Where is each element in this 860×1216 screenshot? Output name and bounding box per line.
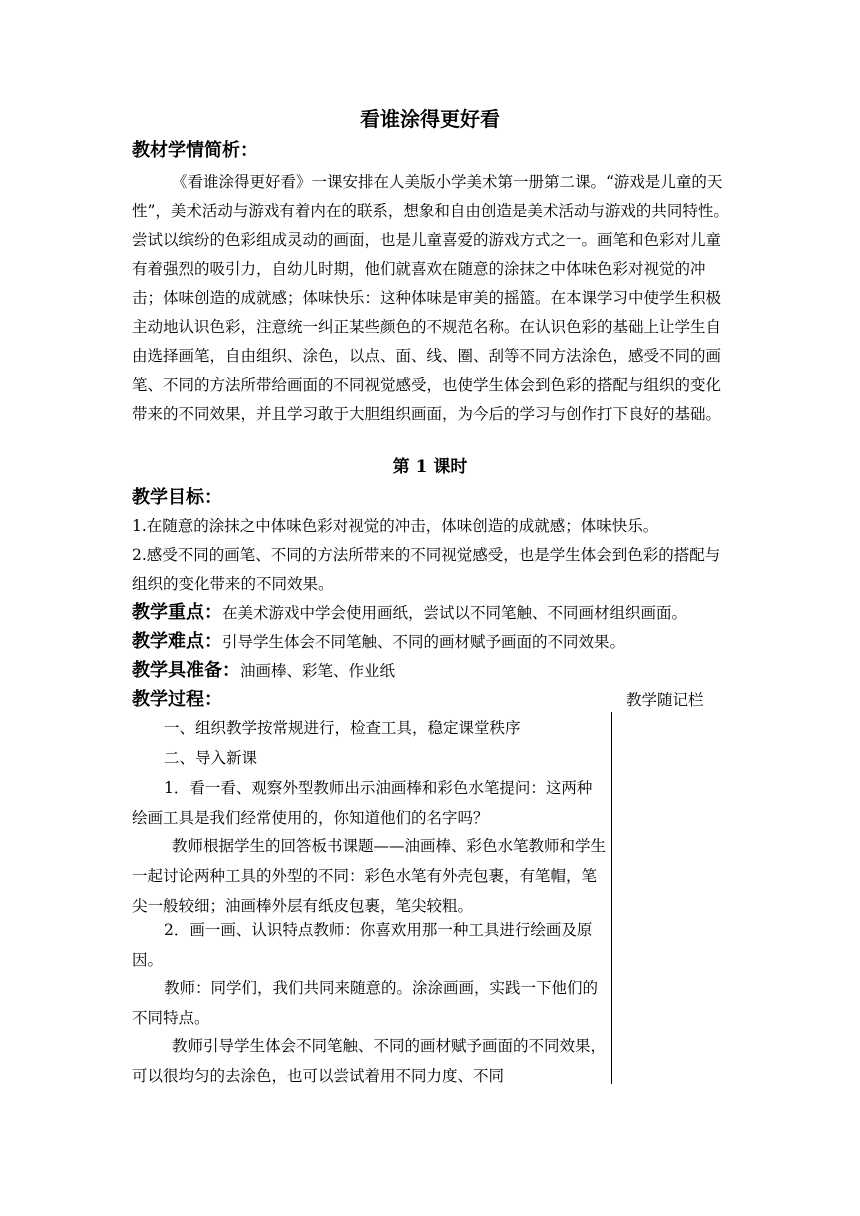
process-step: [132, 915, 606, 975]
process-step-text: 2．画一画、认识特点教师：你喜欢用那一种工具进行绘画及原因。: [132, 921, 593, 969]
goals-heading: 教学目标：: [132, 487, 222, 508]
process-step-text: 1．看一看、观察外型教师出示油画棒和彩色水笔提问：这两种绘画工具是我们经常使用的，你知道他们的名字吗？: [132, 779, 593, 827]
process-step-text: 一、组织教学按常规进行，检查工具，稳定课堂秩序: [164, 719, 521, 737]
process-step: [132, 743, 606, 773]
process-step-text: 二、导入新课: [164, 749, 258, 767]
process-step: [132, 713, 606, 743]
preparation-text: 油画棒、彩笔、作业纸: [240, 662, 396, 680]
process-heading: 教学过程：: [132, 689, 222, 710]
column-divider: [611, 712, 612, 1084]
goal-item-2: 2.感受不同的画笔、不同的方法所带来的不同视觉感受，也是学生体会到色彩的搭配与组织的变化带来的不同效果。: [132, 546, 721, 593]
lesson-heading: 第 1 课时: [392, 457, 468, 477]
preparation-label: 教学具准备：: [132, 660, 240, 681]
key-point: [132, 598, 687, 628]
difficulty-text: 引导学生体会不同笔触、不同的画材赋予画面的不同效果。: [222, 633, 626, 651]
process-step-text: 教师：同学们，我们共同来随意的。涂涂画画，实践一下他们的不同特点。: [132, 979, 599, 1027]
analysis-heading: 教材学情简析：: [132, 140, 258, 161]
process-step-text: 教师引导学生体会不同笔触、不同的画材赋予画面的不同效果，可以很均匀的去涂色，也可以尝试着用不同力度、不同: [132, 1037, 607, 1085]
analysis-paragraph: [132, 168, 732, 429]
analysis-text: 《看谁涂得更好看》一课安排在人美版小学美术第一册第二课。“游戏是儿童的天性”，美术活动与游戏有着内在的联系，想象和自由创造是美术活动与游戏的共同特性。尝试以缤纷的色彩组成灵动的画面，也是儿童喜爱的游戏方式之一。画笔和色彩对儿童有着强烈的吸引力，自幼儿时期，他们就喜欢在随意的涂抹之中体味色彩对视觉的冲击；体味创造的成就感；体味快乐：这种体味是审美的摇篮。在本课学习中使学生积极主动地认识色彩，注意统一纠正某些颜色的不规范名称。在认识色彩的基础上让学生自由选择画笔，自由组织、涂色，以点、面、线、圈、刮等不同方法涂色，感受不同的画笔、不同的方法所带给画面的不同视觉感受，也使学生体会到色彩的搭配与组织的变化带来的不同效果，并且学习敢于大胆组织画面，为今后的学习与创作打下良好的基础。: [132, 173, 729, 423]
notes-column-label: 教学随记栏: [626, 691, 704, 709]
process-step: [132, 773, 606, 833]
difficulty-label: 教学难点：: [132, 631, 222, 652]
goal-item-1: 1.在随意的涂抹之中体味色彩对视觉的冲击，体味创造的成就感；体味快乐。: [132, 517, 659, 535]
process-step: [132, 1031, 606, 1091]
document-title: 看谁涂得更好看: [360, 107, 500, 131]
process-step: [132, 973, 606, 1033]
process-step: [132, 831, 606, 921]
key-point-text: 在美术游戏中学会使用画纸，尝试以不同笔触、不同画材组织画面。: [222, 604, 688, 622]
difficulty: [132, 627, 625, 657]
preparation: [132, 656, 395, 686]
process-step-text: 教师根据学生的回答板书课题——油画棒、彩色水笔教师和学生一起讨论两种工具的外型的不同：彩色水笔有外壳包裹，有笔帽，笔尖一般较细；油画棒外层有纸皮包裹，笔尖较粗。: [132, 837, 607, 915]
key-point-label: 教学重点：: [132, 602, 222, 623]
